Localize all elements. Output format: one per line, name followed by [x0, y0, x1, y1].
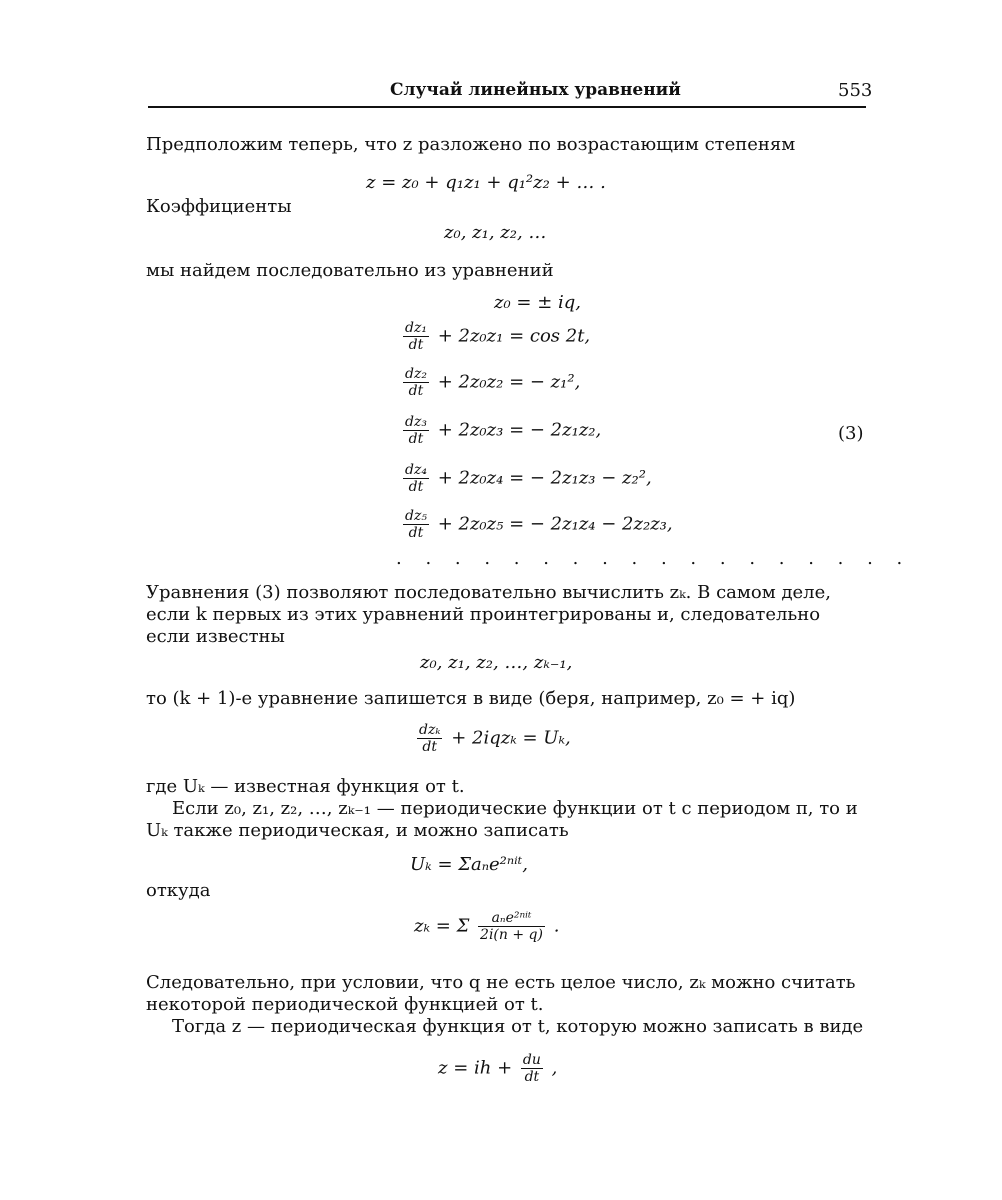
equation-z0: z₀ = ± iq, — [494, 292, 582, 313]
paragraph-5: то (k + 1)-е уравнение запишется в виде (беря, например, z₀ = + iq) — [146, 688, 796, 709]
paragraph-9: Следовательно, при условии, что q не есть целое число, zₖ можно считать некоторой периодической функцией от t. — [146, 972, 856, 1015]
page-number: 553 — [838, 80, 873, 101]
equation-U: Uₖ = Σaₙe²ⁿⁱᵗ, — [410, 854, 528, 875]
fraction: $\frac{du}{dt}$ — [522, 1052, 541, 1085]
paragraph-7: Если z₀, z₁, z₂, …, zₖ₋₁ — периодические функции от t с периодом π, то и Uₖ также периодическая, и можно записать — [146, 798, 858, 841]
fraction: $\frac{\text{dz₂}}{dt}$ — [405, 366, 427, 399]
equation-row-4: $\frac{\text{dz₄}}{dt}$ + 2z₀z₄ = − 2z₁z₃ − z₂², — [405, 462, 652, 495]
equation-series: z = z₀ + q₁z₁ + q₁²z₂ + … . — [366, 172, 606, 193]
header-rule — [148, 106, 866, 108]
running-header: Случай линейных уравнений — [390, 80, 681, 100]
equation-coefficients: z₀, z₁, z₂, … — [444, 222, 547, 243]
fraction: $\frac{\text{dz₁}}{dt}$ — [405, 320, 427, 353]
paragraph-6: где Uₖ — известная функция от t. — [146, 776, 465, 797]
equation-row-5: $\frac{\text{dz₅}}{dt}$ + 2z₀z₅ = − 2z₁z₄ − 2z₂z₃, — [405, 508, 673, 541]
equation-row-3: $\frac{\text{dz₃}}{dt}$ + 2z₀z₃ = − 2z₁z₂, — [405, 414, 602, 447]
fraction: $\frac{\text{dzₖ}}{dt}$ — [419, 722, 441, 755]
paragraph-8: откуда — [146, 880, 211, 901]
equation-final: z = ih + $\frac{du}{dt}$ , — [438, 1052, 558, 1085]
fraction: $\frac{\text{dz₃}}{dt}$ — [405, 414, 427, 447]
paragraph-3: мы найдем последовательно из уравнений — [146, 260, 554, 281]
fraction: $\frac{\text{dz₅}}{dt}$ — [405, 508, 427, 541]
equation-k: $\frac{\text{dzₖ}}{dt}$ + 2iqzₖ = Uₖ, — [419, 722, 571, 755]
equation-zk: zₖ = Σ $\frac{\text{aₙe²ⁿⁱᵗ}}{2i(n + q)}$ . — [414, 910, 560, 943]
paragraph-10: Тогда z — периодическая функция от t, которую можно записать в виде — [172, 1016, 864, 1037]
fraction: $\frac{\text{aₙe²ⁿⁱᵗ}}{2i(n + q)}$ — [480, 910, 543, 943]
paragraph-4: Уравнения (3) позволяют последовательно вычислить zₖ. В самом деле, если k первых из этих уравнений проинтегрированы и, следовательно если известны — [146, 582, 831, 647]
paragraph-2: Коэффициенты — [146, 196, 292, 217]
fraction: $\frac{\text{dz₄}}{dt}$ — [405, 462, 427, 495]
equation-row-2: $\frac{\text{dz₂}}{dt}$ + 2z₀z₂ = − z₁², — [405, 366, 581, 399]
equation-row-1: $\frac{\text{dz₁}}{dt}$ + 2z₀z₁ = cos 2t, — [405, 320, 591, 353]
equation-known: z₀, z₁, z₂, …, zₖ₋₁, — [420, 652, 573, 673]
equation-number: (3) — [838, 423, 864, 444]
continuation-dots: . . . . . . . . . . . . . . . . . . — [396, 548, 912, 569]
paragraph-1: Предположим теперь, что z разложено по возрастающим степеням — [146, 134, 796, 155]
